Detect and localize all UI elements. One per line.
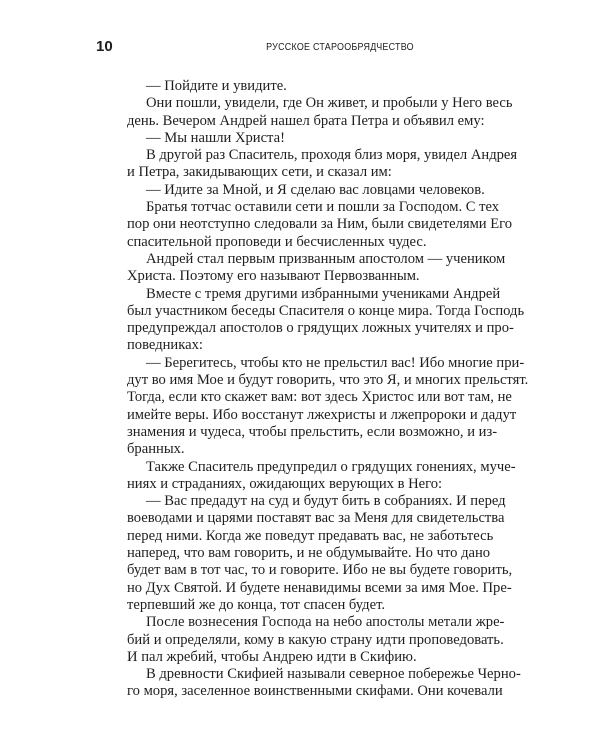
paragraph: [127, 458, 516, 494]
paragraph: [127, 250, 506, 286]
text-line: знамения и чудеса, чтобы прельстить, если возможно, и из-: [127, 423, 498, 440]
text-line: — Вас предадут на суд и будут бить в собраниях. И перед: [146, 493, 506, 510]
text-line: предупреждал апостолов о грядущих ложных учителях и про-: [127, 320, 514, 337]
body-text: [127, 78, 529, 701]
text-line: — Мы нашли Христа!: [146, 129, 285, 146]
text-line: И пал жребий, чтобы Андрею идти в Скифию.: [127, 648, 417, 665]
paragraph: [127, 147, 518, 182]
text-line: Вместе с тремя другими избранными учениками Андрей: [146, 285, 501, 302]
text-line: воеводами и царями поставят вас за Меня для свидетельства: [127, 510, 505, 527]
page-number: 10: [96, 38, 113, 55]
text-line: Они пошли, увидели, где Он живет, и пробыли у Него весь: [146, 95, 513, 112]
text-line: пор они неотступно следовали за Ним, были свидетелями Его: [127, 216, 513, 233]
running-title: РУССКОЕ СТАРООБРЯДЧЕСТВО: [266, 41, 414, 53]
paragraph: [127, 354, 529, 459]
text-line: Братья тотчас оставили сети и пошли за Господом. С тех: [146, 199, 500, 216]
paragraph: [127, 614, 505, 666]
text-line: и Петра, закидывающих сети, и сказал им:: [127, 164, 392, 181]
paragraph: [127, 493, 513, 614]
text-line: бранных.: [127, 441, 185, 458]
text-line: поведниках:: [127, 337, 203, 354]
text-line: перед ними. Когда же поведут предавать вас, не заботьтесь: [127, 527, 494, 544]
text-line: — Берегитесь, чтобы кто не прельстил вас! Ибо многие при-: [146, 354, 525, 371]
paragraph: [127, 130, 489, 147]
paragraph: [127, 666, 521, 701]
text-line: Тогда, если кто скажет вам: вот здесь Христос или вот там, не: [127, 389, 512, 406]
text-line: В другой раз Спаситель, проходя близ моря, увидел Андрея: [146, 147, 518, 164]
text-line: был участником беседы Спасителя о конце мира. Тогда Господь: [127, 302, 525, 319]
text-line: дут во имя Мое и будут говорить, что это Я, и многих прельстят.: [127, 372, 529, 389]
text-line: бий и определяли, кому в какую страну идти проповедовать.: [127, 631, 504, 648]
text-line: ниях и страданиях, ожидающих верующих в Него:: [127, 475, 443, 492]
paragraph: [127, 285, 525, 355]
paragraph: [127, 182, 489, 199]
paragraph: [127, 199, 513, 251]
text-line: спасительной проповеди и бесчисленных чудес.: [127, 233, 427, 250]
text-line: Также Спаситель предупредил о грядущих гонениях, муче-: [146, 458, 516, 475]
text-line: В древности Скифией называли северное побережье Черно-: [146, 666, 521, 683]
text-line: день. Вечером Андрей нашел брата Петра и объявил ему:: [127, 112, 485, 129]
text-line: го моря, заселенное воинственными скифами. Они кочевали: [127, 683, 503, 700]
text-line: Андрей стал первым призванным апостолом — учеником: [146, 250, 506, 267]
text-line: наперед, что вам говорить, и не обдумывайте. Но что дано: [127, 545, 491, 562]
text-line: имейте веры. Ибо восстанут лжехристы и лжепророки и дадут: [127, 406, 517, 423]
text-line: После вознесения Господа на небо апостолы метали жре-: [146, 614, 505, 631]
text-line: — Идите за Мной, и Я сделаю вас ловцами человеков.: [146, 181, 485, 198]
paragraph: [127, 78, 489, 95]
text-line: терпевший же до конца, тот спасен будет.: [127, 596, 386, 613]
text-line: — Пойдите и увидите.: [146, 78, 287, 94]
paragraph: [127, 95, 513, 130]
text-line: но Дух Святой. И будете ненавидимы всеми за имя Мое. Пре-: [127, 579, 512, 596]
text-line: Христа. Поэтому его называют Первозванным.: [127, 268, 420, 285]
text-line: будет вам в тот час, то и говорите. Ибо не вы будете говорить,: [127, 562, 513, 579]
